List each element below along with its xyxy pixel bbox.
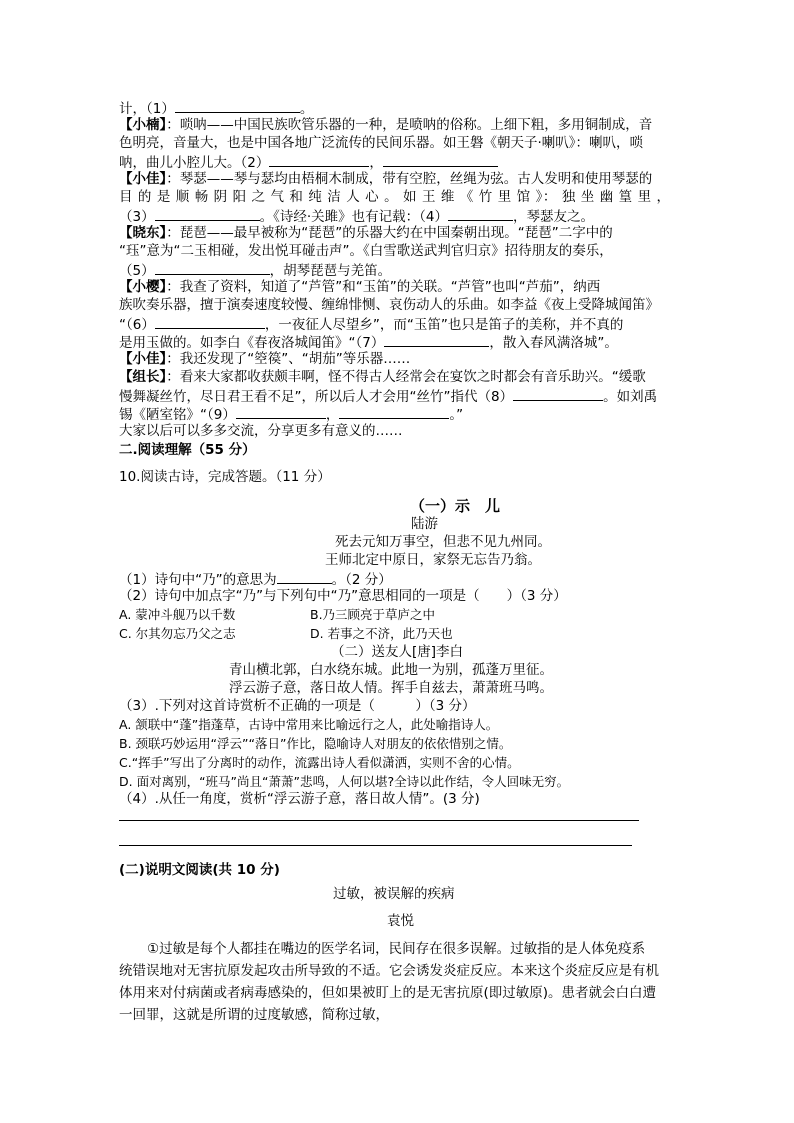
answer-line[interactable] [119, 845, 632, 846]
line-xiaojia-2: 【小佳】：我还发现了“箜篌”、“胡茄”等乐器…… [119, 351, 411, 367]
option-d: D. 若事之不济，此乃天也 [310, 626, 453, 641]
line-19: 大家以后可以多多交流，分享更多有意义的…… [119, 423, 403, 439]
poem-1-title: （一）示 儿 [410, 497, 501, 515]
line-10: （5） ，胡琴琵琶与羌笛。 [119, 260, 391, 280]
article-author: 袁悦 [387, 913, 414, 929]
line-4: 呐，曲儿小腔儿大。（2） ， [119, 152, 498, 172]
line-3: 色明亮，音量大，也是中国各地广泛流传的民间乐器。如王磐《朝天子·喇叭》：喇叭，唢 [119, 135, 644, 151]
speaker-label: 【小楠】 [119, 117, 167, 133]
question-10: 10.阅读古诗，完成答题。（11 分） [119, 469, 331, 485]
answer-blank-6[interactable] [155, 314, 265, 329]
question-2: （2）诗句中加点字“乃”与下列句中“乃”意思相同的一项是（ ）（3 分） [119, 588, 567, 604]
answer-blank-9[interactable] [236, 404, 326, 419]
answer-blank-8[interactable] [513, 386, 603, 401]
line-xiaoying: 【小樱】：我查了资料，知道了“芦管”和“玉笛”的关联。“芦管”也叫“芦茄”，纳西 [119, 279, 601, 295]
q3-option-c: C.“挥手”写出了分离时的动作，流露出诗人看似潇洒，实则不舍的心情。 [119, 755, 520, 770]
question-1: （1）诗句中“乃”的意思为 。（2 分） [119, 569, 392, 589]
line-9: “珏”意为“二玉相碰，发出悦耳碰击声”。《白雪歌送武判官归京》招待朋友的奏乐， [119, 243, 613, 259]
poem-2-line: 青山横北郭，白水绕东城。此地一为别，孤蓬万里征。 [229, 662, 553, 678]
line-xiaodong: 【晓东】：琵琶——最早被称为“琵琶”的乐器大约在中国秦朝出现。“琵琶”二字中的 [119, 225, 613, 241]
q3-option-d: D. 面对离别，“班马”尚且“萧萧”悲鸣，人何以堪?全诗以此作结，令人回味无穷。 [119, 774, 570, 789]
answer-blank-2b[interactable] [383, 152, 498, 167]
speaker-label: 【小佳】 [119, 351, 167, 367]
article-paragraph-line: 一回罪，这就是所谓的过度敏感，简称过敏， [119, 1007, 389, 1023]
article-paragraph-line: 统错误地对无害抗原发起攻击所导致的不适。它会诱发炎症反应。本来这个炎症反应是有机 [119, 963, 659, 979]
q3-option-a: A. 颔联中“蓬”指蓬草，古诗中常用来比喻远行之人，此处喻指诗人。 [119, 717, 499, 732]
line-xiaojia-1: 【小佳】：琴瑟——琴与瑟均由梧桐木制成，带有空腔，丝绳为弦。古人发明和使用琴瑟的 [119, 171, 653, 187]
option-a: A. 蒙冲斗舰乃以千数 [119, 607, 236, 622]
answer-blank-5[interactable] [155, 260, 270, 275]
speaker-label: 【小佳】 [119, 171, 167, 187]
line-17: 慢舞凝丝竹，尽日君王看不足”，所以后人才会用“丝竹”指代（8） 。如刘禹 [119, 386, 657, 406]
q3-option-b: B. 颈联巧妙运用“浮云”“落日”作比，隐喻诗人对朋友的依依惜别之情。 [119, 736, 512, 751]
speaker-label: 【小樱】 [119, 279, 167, 295]
option-b: B.乃三顾亮于草庐之中 [310, 607, 436, 622]
answer-blank-4[interactable] [448, 206, 513, 221]
speaker-label: 【组长】 [119, 369, 167, 385]
answer-blank-2[interactable] [269, 152, 369, 167]
question-4: （4）.从任一角度，赏析“浮云游子意，落日故人情”。(3 分) [119, 791, 480, 807]
section-heading: 二.阅读理解（55 分） [119, 442, 256, 458]
line-7: （3） 。《诗经·关雎》也有记载：（4） ，琴瑟友之。 [119, 206, 594, 226]
article-title: 过敏，被误解的疾病 [333, 886, 455, 902]
option-c: C. 尔其勿忘乃父之志 [119, 626, 236, 641]
answer-blank-q1[interactable] [277, 569, 332, 584]
line-zuzhang: 【组长】：看来大家都收获颇丰啊，怪不得古人经常会在宴饮之时都会有音乐助兴。“缓歌 [119, 369, 646, 385]
line-xiaonan: 【小楠】：唢呐——中国民族吹管乐器的一种，是喷呐的俗称。上细下粗，多用铜制成，音 [119, 117, 653, 133]
answer-blank-9b[interactable] [339, 404, 449, 419]
line-18: 锡《陋室铭》“（9） ， 。” [119, 404, 463, 424]
line-1: 计，（1） 。 [119, 98, 313, 118]
section-heading: (二)说明文阅读(共 10 分) [119, 862, 280, 878]
poem-1-author: 陆游 [411, 516, 438, 532]
article-paragraph-line: ①过敏是每个人都挂在嘴边的医学名词，民间存在很多误解。过敏指的是人体免疫系 [147, 941, 646, 957]
poem-1-line: 王师北定中原日，家祭无忘告乃翁。 [325, 552, 541, 568]
answer-blank-3[interactable] [155, 206, 260, 221]
question-3: （3）.下列对这首诗赏析不正确的一项是（ ）（3 分） [119, 698, 476, 714]
article-paragraph-line: 体用来对付病菌或者病毒感染的，但如果被盯上的是无害抗原(即过敏原)。患者就会白白遭 [119, 985, 657, 1001]
answer-blank-7[interactable] [384, 332, 489, 347]
line-12: 族吹奏乐器，擅于演奏速度较慢、缠绵悱恻、哀伤动人的乐曲。如李益《夜上受降城闻笛》 [119, 297, 659, 313]
line-14: 是用玉做的。如李白《春夜洛城闻笛》“（7） ，散入春风满洛城”。 [119, 332, 618, 352]
line-6: 目 的 是 顺 畅 阴 阳 之 气 和 纯 洁 人 心 。 如 王 维 《 竹 里 馆 》： 独 坐 幽 篁 里 ， [119, 189, 670, 205]
speaker-label: 【晓东】 [119, 225, 167, 241]
poem-2-line: 浮云游子意，落日故人情。挥手自兹去，萧萧班马鸣。 [229, 680, 553, 696]
answer-blank-1[interactable] [175, 98, 300, 113]
line-13: “（6） ，一夜征人尽望乡”，而“玉笛”也只是笛子的美称，并不真的 [119, 314, 623, 334]
poem-2-title: （二）送友人[唐]李白 [331, 644, 464, 660]
poem-1-line: 死去元知万事空，但悲不见九州同。 [335, 534, 551, 550]
answer-line[interactable] [119, 820, 639, 821]
